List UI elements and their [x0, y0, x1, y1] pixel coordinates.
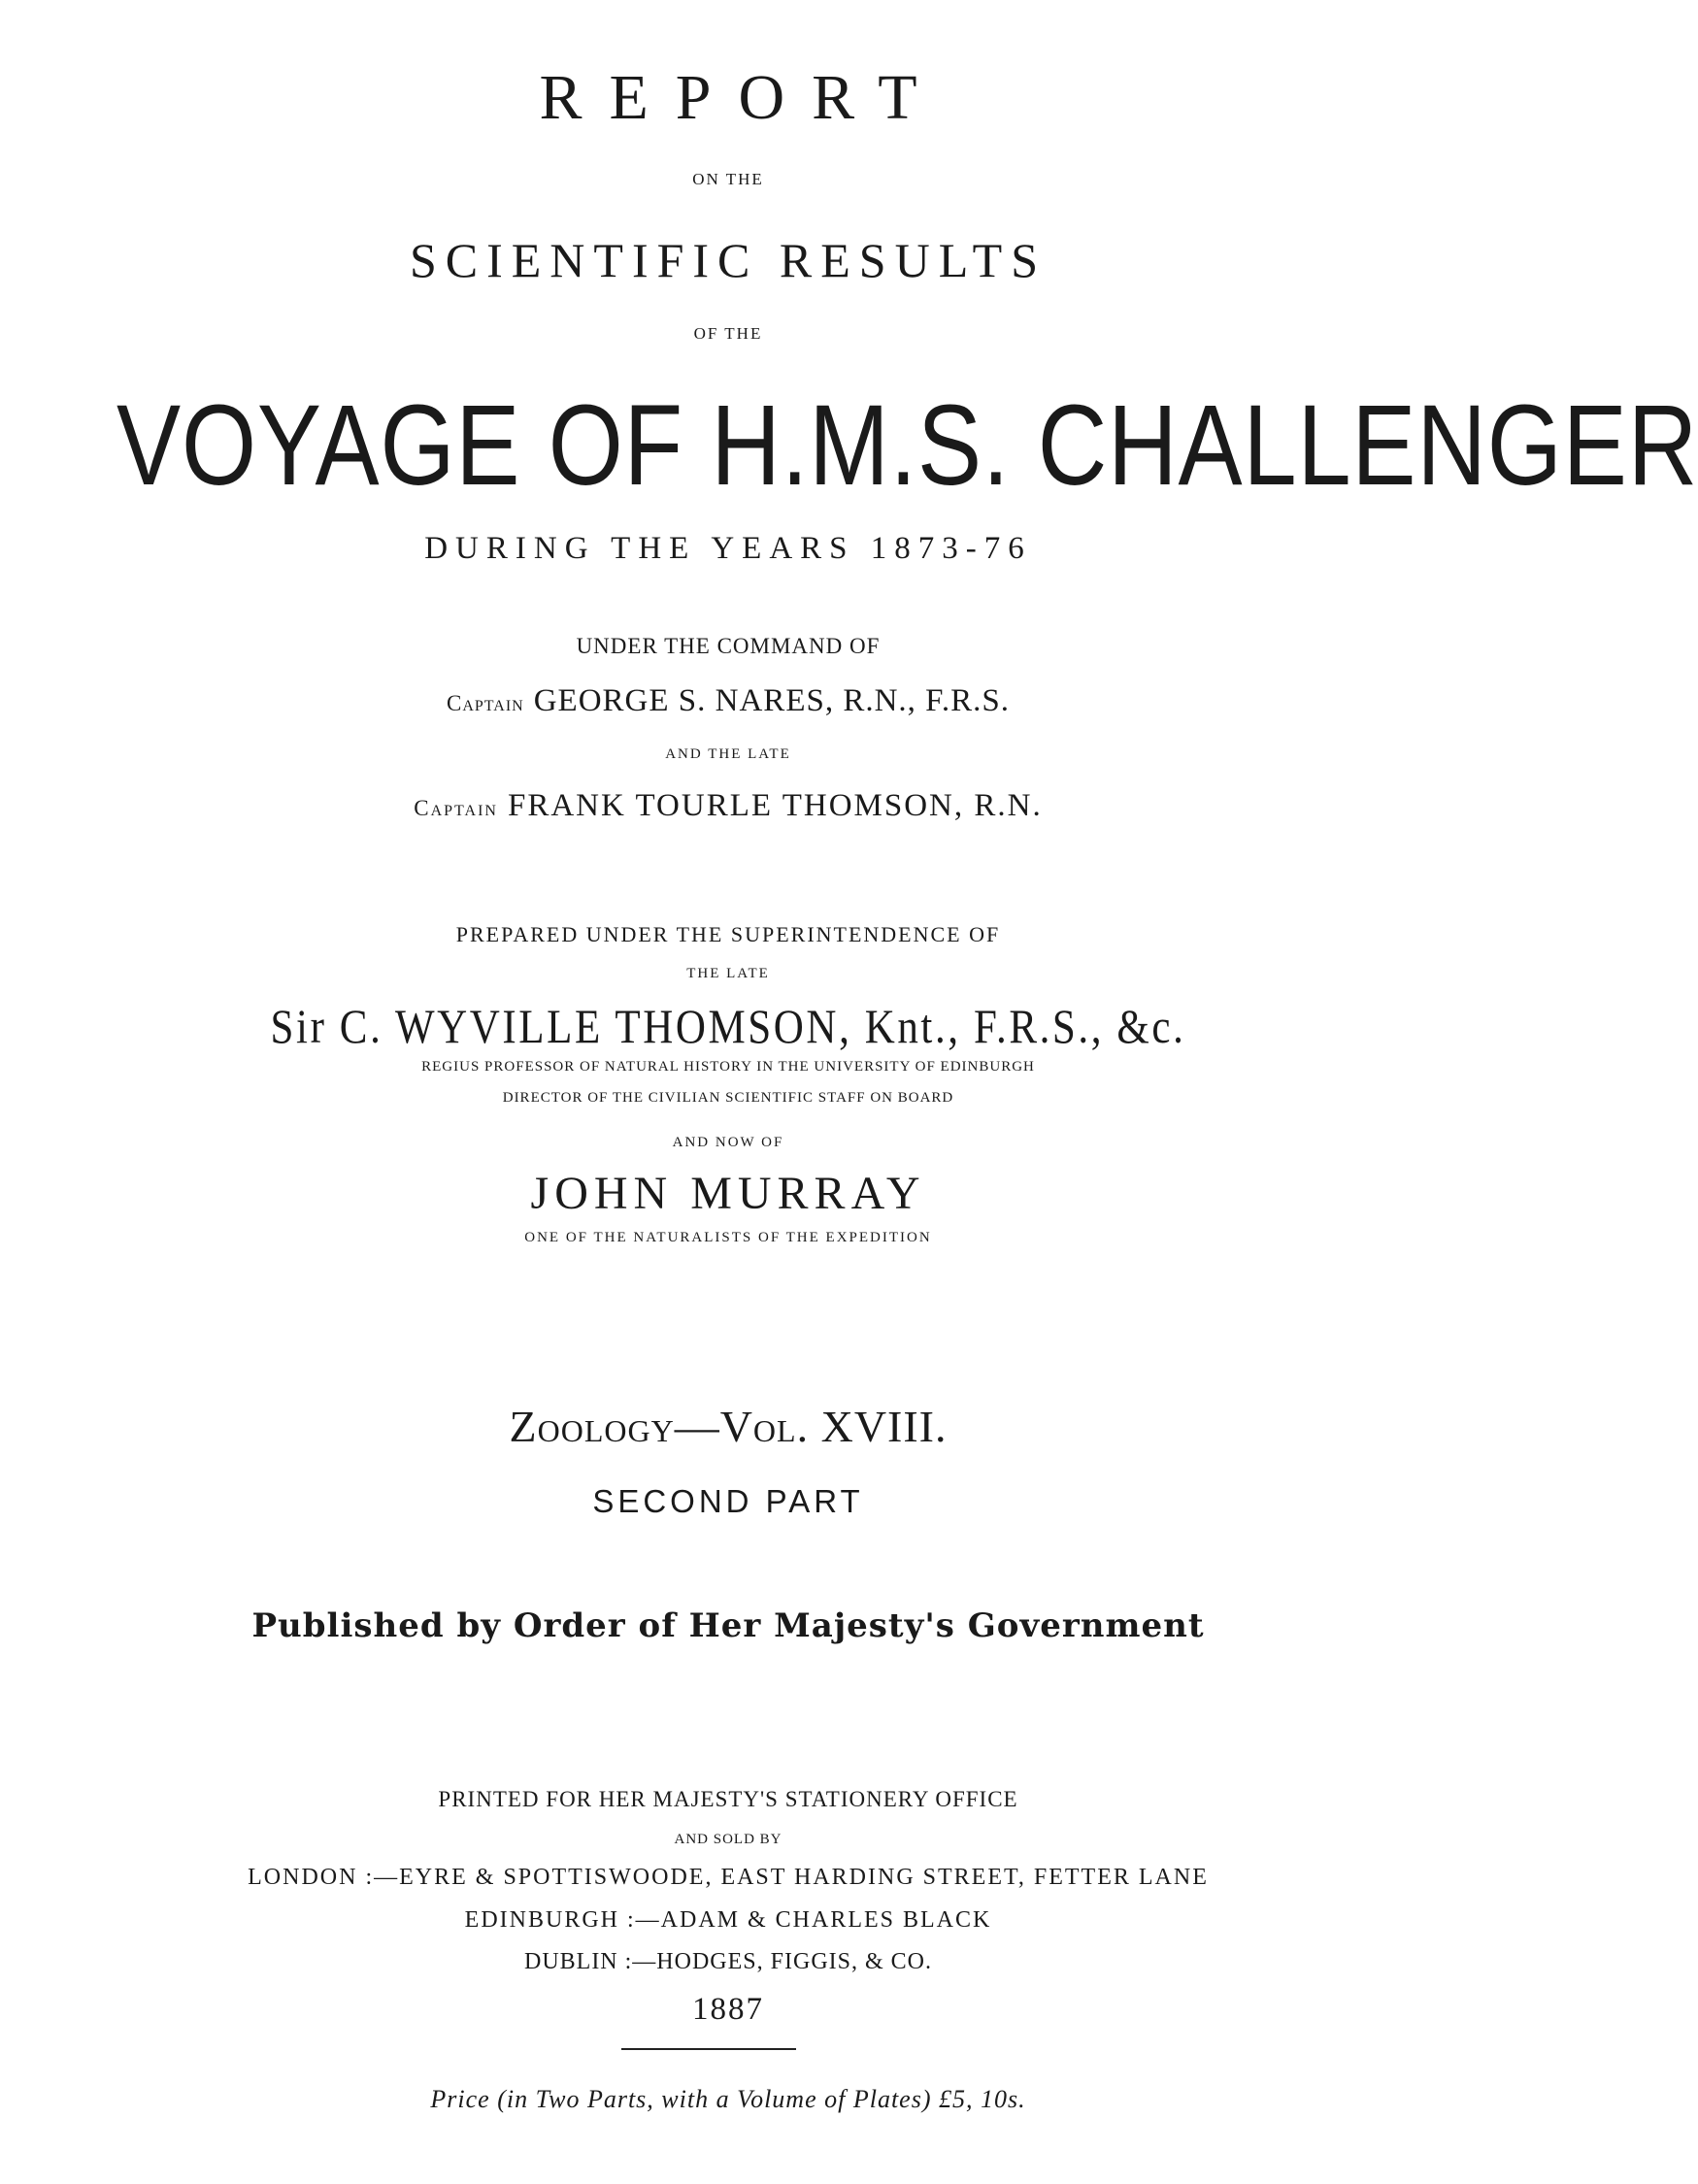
report-heading: REPORT — [539, 62, 945, 133]
price-line: Price (in Two Parts, with a Volume of Plates) £5, 10s. — [430, 2085, 1026, 2113]
published-by-order-line: Published by Order of Her Majesty's Government — [251, 1606, 1205, 1645]
and-the-late-text: AND THE LATE — [665, 746, 791, 762]
zoology-label: Zoology — [509, 1402, 675, 1451]
regius-professor-text: REGIUS PROFESSOR OF NATURAL HISTORY IN THE UNIVERSITY OF EDINBURGH — [421, 1059, 1035, 1075]
zoology-volume-heading — [0, 1402, 1456, 1451]
the-late-text: THE LATE — [686, 966, 770, 981]
divider-rule — [621, 2048, 796, 2050]
wyville-thomson-name: Sir C. WYVILLE THOMSON, Knt., F.R.S., &c. — [270, 999, 1186, 1053]
vol-label: Vol. — [719, 1402, 810, 1451]
sold-by-text: AND SOLD BY — [674, 1832, 782, 1847]
dublin-publisher-line: DUBLIN :—HODGES, FIGGIS, & CO. — [523, 1949, 932, 1974]
voyage-title: VOYAGE OF H.M.S. CHALLENGER — [117, 381, 1698, 510]
vol-number: XVIII. — [820, 1402, 948, 1451]
naturalists-text: ONE OF THE NATURALISTS OF THE EXPEDITION — [524, 1230, 932, 1245]
scientific-results-heading: SCIENTIFIC RESULTS — [409, 233, 1048, 287]
captain-thomson-name: FRANK TOURLE THOMSON, R.N. — [507, 788, 1043, 823]
captain-thomson-line — [0, 790, 1456, 822]
zoology-separator: — — [674, 1402, 720, 1451]
prepared-under-text: PREPARED UNDER THE SUPERINTENDENCE OF — [455, 922, 1001, 946]
captain-nares-name: GEORGE S. NARES, R.N., F.R.S. — [533, 683, 1010, 718]
john-murray-name: JOHN MURRAY — [530, 1168, 926, 1219]
on-the-text: ON THE — [692, 170, 764, 188]
and-now-of-text: AND NOW OF — [672, 1135, 784, 1150]
second-part-heading: SECOND PART — [592, 1483, 864, 1519]
london-publisher-line: LONDON :—EYRE & SPOTTISWOODE, EAST HARDING STREET, FETTER LANE — [248, 1865, 1209, 1890]
publication-year: 1887 — [692, 1992, 764, 2027]
edinburgh-publisher-line: EDINBURGH :—ADAM & CHARLES BLACK — [464, 1907, 992, 1933]
under-command-text: UNDER THE COMMAND OF — [576, 634, 881, 658]
director-text: DIRECTOR OF THE CIVILIAN SCIENTIFIC STAFF ON BOARD — [502, 1090, 954, 1106]
printed-for-text: PRINTED FOR HER MAJESTY'S STATIONERY OFFICE — [438, 1787, 1018, 1811]
captain-title: Captain — [414, 796, 498, 820]
of-the-text: OF THE — [693, 324, 763, 343]
captain-title: Captain — [446, 691, 524, 715]
during-years-line: DURING THE YEARS 1873-76 — [424, 531, 1032, 566]
captain-nares-line — [0, 685, 1456, 717]
